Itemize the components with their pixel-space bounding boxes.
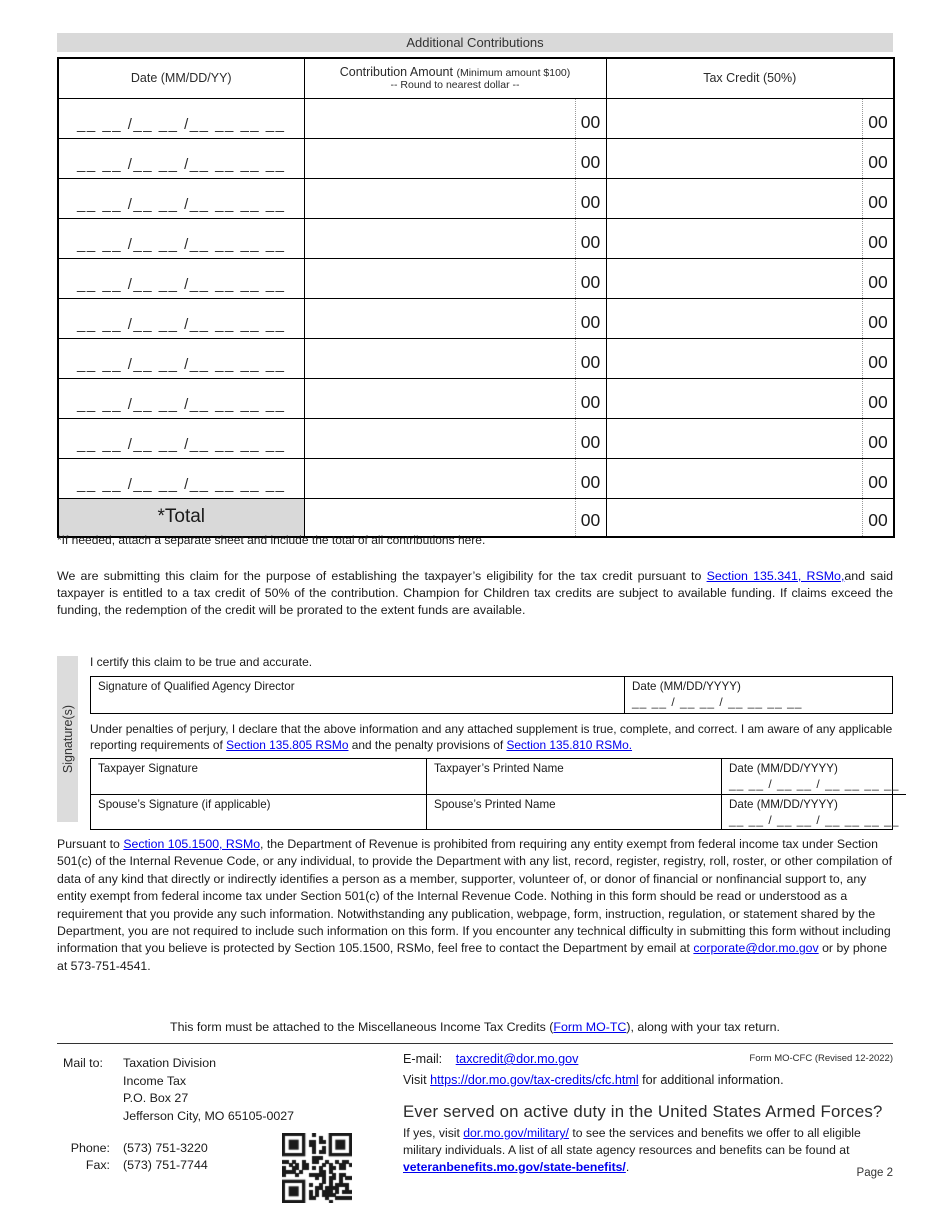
inline-link[interactable]: Form MO-TC — [553, 1020, 627, 1034]
fax-number: (573) 751-7744 — [123, 1158, 208, 1173]
footer-divider — [57, 1043, 893, 1044]
contribution-amount-cell[interactable] — [304, 338, 606, 378]
taxpayer-signature-field[interactable]: Taxpayer Signature — [98, 762, 198, 776]
page-number: Page 2 — [856, 1167, 893, 1179]
agency-director-signature-field[interactable]: Signature of Qualified Agency Director — [98, 680, 295, 693]
cents-suffix: 00 — [575, 339, 606, 378]
spouse-printed-name-field[interactable]: Spouse’s Printed Name — [426, 794, 721, 829]
email-link[interactable]: taxcredit@dor.mo.gov — [455, 1052, 579, 1066]
form-revision: Form MO-CFC (Revised 12-2022) — [749, 1053, 893, 1064]
contribution-amount-cell[interactable] — [304, 458, 606, 498]
tax-credit-cell[interactable] — [606, 98, 894, 138]
contributions-table — [57, 57, 895, 538]
date-input-cell[interactable]: __ __ /__ __ /__ __ __ __ — [58, 218, 304, 258]
cents-suffix: 00 — [575, 499, 606, 536]
tax-credit-cell[interactable] — [606, 218, 894, 258]
spouse-signature-field[interactable]: Spouse’s Signature (if applicable) — [91, 794, 426, 829]
contribution-row — [58, 138, 894, 178]
contribution-amount-cell[interactable] — [304, 138, 606, 178]
email-label: E-mail: — [403, 1052, 443, 1066]
section-title: Additional Contributions — [406, 35, 544, 50]
contribution-row — [58, 298, 894, 338]
mail-to-block — [63, 1055, 294, 1125]
inline-link[interactable]: Section 105.1500, RSMo — [123, 837, 261, 851]
cents-suffix: 00 — [575, 259, 606, 298]
cents-suffix: 00 — [575, 179, 606, 218]
cents-suffix: 00 — [862, 179, 893, 218]
date-input-cell[interactable]: __ __ /__ __ /__ __ __ __ — [58, 418, 304, 458]
date-input-cell[interactable]: __ __ /__ __ /__ __ __ __ — [58, 138, 304, 178]
contribution-amount-cell[interactable] — [304, 98, 606, 138]
contribution-row — [58, 458, 894, 498]
date-input-cell[interactable]: __ __ /__ __ /__ __ __ __ — [58, 298, 304, 338]
inline-link[interactable]: Section 135.805 RSMo — [226, 737, 349, 752]
date-column-header: Date (MM/DD/YY) — [58, 58, 304, 98]
attach-instruction: This form must be attached to the Miscellaneous Income Tax Credits (Form MO-TC), along with your tax return. — [170, 1020, 780, 1034]
date-input-cell[interactable]: __ __ /__ __ /__ __ __ __ — [58, 378, 304, 418]
email-line — [403, 1052, 578, 1066]
tax-credit-cell[interactable] — [606, 418, 894, 458]
taxpayer-signature-table — [90, 758, 900, 830]
mailing-address: Taxation Division Income Tax P.O. Box 27 Jefferson City, MO 65105-0027 — [123, 1056, 295, 1123]
mail-to-label: Mail to: — [63, 1056, 103, 1070]
tax-credit-cell[interactable] — [606, 258, 894, 298]
contribution-amount-cell[interactable] — [304, 218, 606, 258]
fax-label: Fax: — [85, 1158, 110, 1173]
agency-director-date-field[interactable]: Date (MM/DD/YYYY) __ __ / __ __ / __ __ __ __ — [624, 677, 892, 713]
signature-section — [57, 654, 900, 828]
visit-line: Visit https://dor.mo.gov/tax-credits/cfc.html for additional information. — [403, 1073, 784, 1087]
cents-suffix: 00 — [862, 299, 893, 338]
agency-director-signature-box — [90, 676, 893, 714]
perjury-statement: Under penalties of perjury, I declare that the above information and any attached supplement is true, complete, and correct. I am aware of any applicable reporting requirements of Section 135.805 RSMo and the penalty provisions of Section 135.810 RSMo. — [90, 722, 893, 752]
cents-suffix: 00 — [862, 419, 893, 458]
armed-forces-heading: Ever served on active duty in the United States Armed Forces? — [403, 1102, 883, 1121]
cents-suffix: 00 — [575, 219, 606, 258]
tax-credit-cell[interactable] — [606, 378, 894, 418]
cents-suffix: 00 — [575, 419, 606, 458]
signature-side-label: Signature(s) — [60, 704, 75, 774]
table-header-row — [58, 58, 894, 98]
total-label-cell: *Total — [58, 498, 304, 537]
date-input-cell[interactable]: __ __ /__ __ /__ __ __ __ — [58, 458, 304, 498]
cents-suffix: 00 — [575, 139, 606, 178]
cents-suffix: 00 — [862, 99, 893, 138]
contribution-row — [58, 338, 894, 378]
contribution-amount-cell[interactable] — [304, 258, 606, 298]
inline-link[interactable]: veteranbenefits.mo.gov/state-benefits/ — [403, 1159, 626, 1174]
inline-link[interactable]: dor.mo.gov/military/ — [463, 1126, 569, 1140]
tax-credit-cell[interactable] — [606, 298, 894, 338]
cents-suffix: 00 — [862, 219, 893, 258]
tax-credit-cell[interactable] — [606, 458, 894, 498]
cents-suffix: 00 — [575, 379, 606, 418]
cents-suffix: 00 — [575, 459, 606, 498]
privacy-paragraph: Pursuant to Section 105.1500, RSMo, the Department of Revenue is prohibited from requiring any entity exempt from federal income tax under Section 501(c) of the Internal Revenue Code, or any individual, to provide the Department with any list, record, register, registry, roll, roster, or other compilation of data of any kind that directly or indirectly identifies a person as a member, supporter, volunteer of, or donor of financial or nonfinancial support to, any entity exempt from federal income tax under Section 501(c) of the Internal Revenue Code. Nothing in this form should be read or understood as a requirement that you provide any such information. Notwithstanding any publication, webpage, form, instruction, regulation, or statement shared by the Department, you are not required to include such information on this form. If you encounter any technical difficulty in submitting this form without including information that you believe is protected by Section 105.1500, RSMo, feel free to contact the Department by email at corporate@dor.mo.gov or by phone at 573-751-4541. — [57, 837, 892, 973]
contribution-row — [58, 98, 894, 138]
date-input-cell[interactable]: __ __ /__ __ /__ __ __ __ — [58, 178, 304, 218]
total-footnote: *If needed, attach a separate sheet and include the total of all contributions here. — [57, 533, 486, 547]
total-credit-cell[interactable] — [606, 498, 894, 537]
certify-statement: I certify this claim to be true and accurate. — [90, 655, 313, 669]
cents-suffix: 00 — [862, 459, 893, 498]
cents-suffix: 00 — [862, 259, 893, 298]
contribution-amount-cell[interactable] — [304, 178, 606, 218]
contribution-row — [58, 218, 894, 258]
cents-suffix: 00 — [575, 99, 606, 138]
contribution-row — [58, 418, 894, 458]
total-amount-cell[interactable] — [304, 498, 606, 537]
tax-credit-cell[interactable] — [606, 338, 894, 378]
cents-suffix: 00 — [862, 379, 893, 418]
inline-link[interactable]: Section 135.341, RSMo, — [706, 569, 845, 583]
signature-side-label-strip — [57, 656, 78, 822]
taxpayer-printed-name-field[interactable]: Taxpayer’s Printed Name — [426, 759, 721, 794]
contribution-amount-cell[interactable] — [304, 378, 606, 418]
cents-suffix: 00 — [862, 339, 893, 378]
section-title-bar — [57, 33, 893, 52]
date-input-cell[interactable]: __ __ /__ __ /__ __ __ __ — [58, 98, 304, 138]
taxpayer-date-field[interactable]: Date (MM/DD/YYYY) __ __ / __ __ / __ __ __ __ — [721, 759, 906, 794]
contribution-row — [58, 258, 894, 298]
amount-column-header: Contribution Amount (Minimum amount $100) -- Round to nearest dollar -- — [304, 58, 606, 98]
inline-link[interactable]: https://dor.mo.gov/tax-credits/cfc.html — [430, 1073, 639, 1087]
date-input-cell[interactable]: __ __ /__ __ /__ __ __ __ — [58, 258, 304, 298]
eligibility-paragraph: We are submitting this claim for the purpose of establishing the taxpayer’s eligibility for the tax credit pursuant to Section 135.341, RSMo,and said taxpayer is entitled to a tax credit of 50% of the contribution. Champion for Children tax credits are subject to available funding. If claims exceed the funding, the redemption of the credit will be prorated to the extent funds are available. — [57, 569, 893, 618]
armed-forces-text: If yes, visit dor.mo.gov/military/ to see the services and benefits we offer to all eligible military individuals. A list of all state agency resources and benefits can be found at veteranbenefits.mo.gov/state-benefits/. — [403, 1126, 861, 1174]
phone-number: (573) 751-3220 — [123, 1141, 208, 1155]
cents-suffix: 00 — [862, 499, 893, 536]
inline-link[interactable]: Section 135.810 RSMo. — [506, 737, 633, 752]
credit-column-header: Tax Credit (50%) — [606, 58, 894, 98]
tax-credit-cell[interactable] — [606, 138, 894, 178]
cents-suffix: 00 — [862, 139, 893, 178]
total-row — [58, 498, 894, 537]
contribution-row — [58, 178, 894, 218]
spouse-date-field[interactable]: Date (MM/DD/YYYY) __ __ / __ __ / __ __ __ __ — [721, 794, 906, 829]
footer-right-column — [403, 1052, 893, 1175]
contribution-amount-cell[interactable] — [304, 418, 606, 458]
inline-link[interactable]: corporate@dor.mo.gov — [693, 941, 819, 956]
cents-suffix: 00 — [575, 299, 606, 338]
phone-label: Phone: — [70, 1141, 110, 1155]
date-input-cell[interactable]: __ __ /__ __ /__ __ __ __ — [58, 338, 304, 378]
contribution-amount-cell[interactable] — [304, 298, 606, 338]
tax-credit-cell[interactable] — [606, 178, 894, 218]
contribution-row — [58, 378, 894, 418]
